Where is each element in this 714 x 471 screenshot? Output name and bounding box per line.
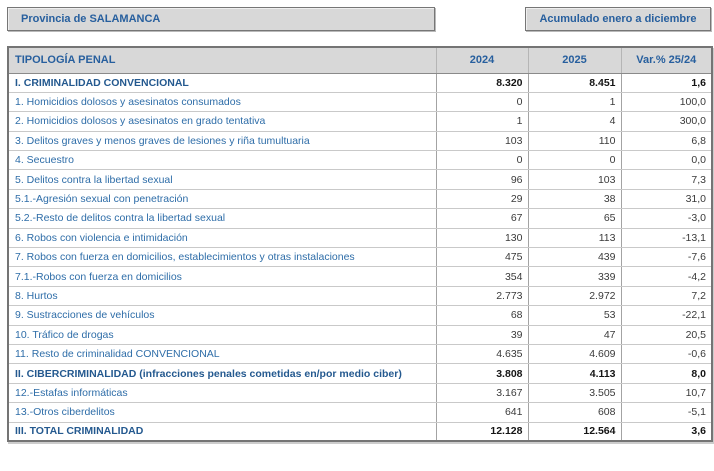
row-label: 11. Resto de criminalidad CONVENCIONAL <box>8 344 436 363</box>
cell-variation: 31,0 <box>621 189 712 208</box>
cell-2025: 53 <box>528 306 621 325</box>
row-label: 5.2.-Resto de delitos contra la libertad sexual <box>8 209 436 228</box>
cell-2025: 1 <box>528 92 621 111</box>
row-label: 7.1.-Robos con fuerza en domicilios <box>8 267 436 286</box>
cell-2024: 8.320 <box>436 73 528 92</box>
cell-2024: 0 <box>436 151 528 170</box>
row-label: III. TOTAL CRIMINALIDAD <box>8 422 436 441</box>
table-row <box>8 209 712 228</box>
cell-2025: 103 <box>528 170 621 189</box>
cell-2024: 96 <box>436 170 528 189</box>
cell-2024: 641 <box>436 403 528 422</box>
cell-2024: 1 <box>436 112 528 131</box>
row-label: 13.-Otros ciberdelitos <box>8 403 436 422</box>
table-row <box>8 344 712 363</box>
cell-2025: 3.505 <box>528 383 621 402</box>
cell-2025: 113 <box>528 228 621 247</box>
cell-2024: 4.635 <box>436 344 528 363</box>
table-row <box>8 112 712 131</box>
cell-variation: -5,1 <box>621 403 712 422</box>
cell-2024: 354 <box>436 267 528 286</box>
period-label: Acumulado enero a diciembre <box>539 13 697 25</box>
table-row <box>8 189 712 208</box>
table-row <box>8 73 712 92</box>
table-row <box>8 422 712 441</box>
cell-2025: 12.564 <box>528 422 621 441</box>
column-header-2025: 2025 <box>528 47 621 73</box>
table-row <box>8 286 712 305</box>
cell-2025: 4.609 <box>528 344 621 363</box>
table-row <box>8 267 712 286</box>
table-row <box>8 248 712 267</box>
cell-variation: -22,1 <box>621 306 712 325</box>
cell-2024: 12.128 <box>436 422 528 441</box>
row-label: 10. Tráfico de drogas <box>8 325 436 344</box>
cell-2025: 47 <box>528 325 621 344</box>
cell-2024: 130 <box>436 228 528 247</box>
row-label: 8. Hurtos <box>8 286 436 305</box>
row-label: 12.-Estafas informáticas <box>8 383 436 402</box>
row-label: 5. Delitos contra la libertad sexual <box>8 170 436 189</box>
column-header-2024: 2024 <box>436 47 528 73</box>
cell-variation: 7,3 <box>621 170 712 189</box>
province-label: Provincia de SALAMANCA <box>21 13 161 25</box>
cell-variation: 1,6 <box>621 73 712 92</box>
row-label: 5.1.-Agresión sexual con penetración <box>8 189 436 208</box>
cell-2025: 2.972 <box>528 286 621 305</box>
cell-2025: 439 <box>528 248 621 267</box>
table-row <box>8 151 712 170</box>
cell-2025: 339 <box>528 267 621 286</box>
cell-2024: 68 <box>436 306 528 325</box>
cell-variation: -0,6 <box>621 344 712 363</box>
column-header-variation: Var.% 25/24 <box>621 47 712 73</box>
table-row <box>8 92 712 111</box>
cell-2024: 0 <box>436 92 528 111</box>
cell-2024: 103 <box>436 131 528 150</box>
cell-2025: 0 <box>528 151 621 170</box>
cell-variation: -13,1 <box>621 228 712 247</box>
cell-2024: 29 <box>436 189 528 208</box>
table-row <box>8 306 712 325</box>
cell-variation: -7,6 <box>621 248 712 267</box>
cell-variation: 7,2 <box>621 286 712 305</box>
table-row <box>8 131 712 150</box>
row-label: 9. Sustracciones de vehículos <box>8 306 436 325</box>
cell-2024: 3.167 <box>436 383 528 402</box>
period-selector-box <box>525 7 711 31</box>
table-row <box>8 403 712 422</box>
cell-variation: -4,2 <box>621 267 712 286</box>
cell-variation: 6,8 <box>621 131 712 150</box>
cell-2024: 3.808 <box>436 364 528 383</box>
row-label: I. CRIMINALIDAD CONVENCIONAL <box>8 73 436 92</box>
table-body <box>8 73 712 441</box>
cell-2025: 110 <box>528 131 621 150</box>
cell-variation: -3,0 <box>621 209 712 228</box>
table-row <box>8 170 712 189</box>
province-selector-box <box>7 7 435 31</box>
cell-2024: 475 <box>436 248 528 267</box>
column-header-typology: TIPOLOGÍA PENAL <box>8 47 436 73</box>
cell-2024: 2.773 <box>436 286 528 305</box>
cell-variation: 100,0 <box>621 92 712 111</box>
cell-variation: 8,0 <box>621 364 712 383</box>
cell-2025: 4 <box>528 112 621 131</box>
row-label: 4. Secuestro <box>8 151 436 170</box>
cell-variation: 3,6 <box>621 422 712 441</box>
cell-variation: 0,0 <box>621 151 712 170</box>
row-label: 2. Homicidios dolosos y asesinatos en grado tentativa <box>8 112 436 131</box>
table-row <box>8 383 712 402</box>
cell-2024: 67 <box>436 209 528 228</box>
table-row <box>8 325 712 344</box>
table-header-row <box>8 47 712 73</box>
cell-2025: 608 <box>528 403 621 422</box>
row-label: II. CIBERCRIMINALIDAD (infracciones penales cometidas en/por medio ciber) <box>8 364 436 383</box>
cell-2025: 38 <box>528 189 621 208</box>
cell-2024: 39 <box>436 325 528 344</box>
cell-2025: 4.113 <box>528 364 621 383</box>
cell-2025: 65 <box>528 209 621 228</box>
cell-variation: 10,7 <box>621 383 712 402</box>
cell-variation: 20,5 <box>621 325 712 344</box>
row-label: 7. Robos con fuerza en domicilios, establecimientos y otras instalaciones <box>8 248 436 267</box>
row-label: 6. Robos con violencia e intimidación <box>8 228 436 247</box>
crime-typology-table <box>7 46 713 442</box>
table-row <box>8 228 712 247</box>
cell-variation: 300,0 <box>621 112 712 131</box>
row-label: 3. Delitos graves y menos graves de lesiones y riña tumultuaria <box>8 131 436 150</box>
row-label: 1. Homicidios dolosos y asesinatos consumados <box>8 92 436 111</box>
table-row <box>8 364 712 383</box>
cell-2025: 8.451 <box>528 73 621 92</box>
